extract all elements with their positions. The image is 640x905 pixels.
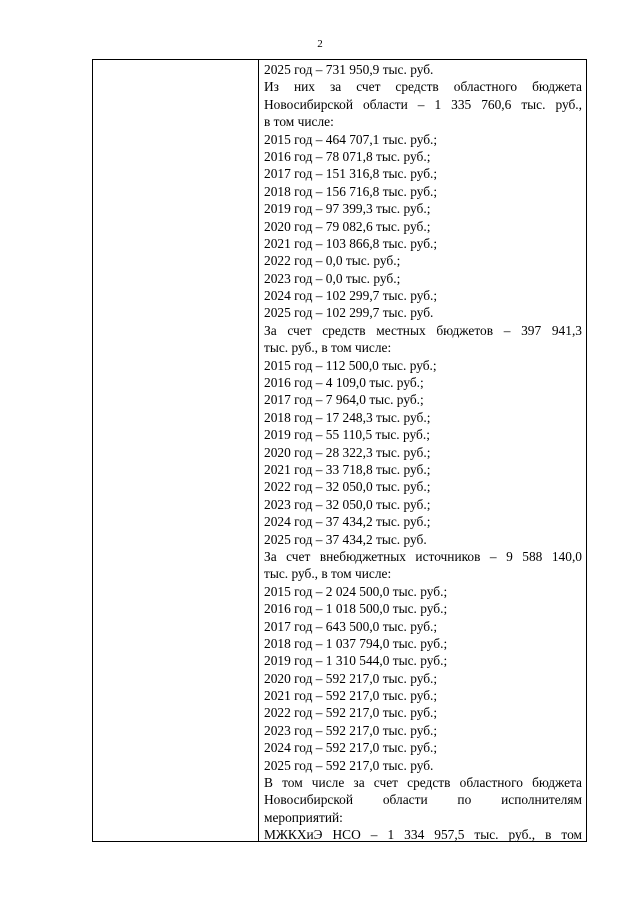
text-line: 2021 год – 33 718,8 тыс. руб.; [264, 461, 431, 477]
text-line: мероприятий: [264, 809, 343, 825]
text-line: 2025 год – 731 950,9 тыс. руб. [264, 62, 434, 77]
text-line: За счет средств местных бюджетов – 397 941,3 [264, 322, 582, 338]
text-line: За счет внебюджетных источников – 9 588 140,0 [264, 548, 582, 564]
column-divider [258, 60, 259, 841]
text-line: тыс. руб., в том числе: [264, 340, 392, 356]
text-line: 2024 год – 592 217,0 тыс. руб.; [264, 740, 438, 756]
text-line: 2017 год – 643 500,0 тыс. руб.; [264, 618, 438, 634]
text-line: 2015 год – 112 500,0 тыс. руб.; [264, 357, 437, 373]
text-line: 2020 год – 28 322,3 тыс. руб.; [264, 444, 431, 460]
text-line: 2015 год – 464 707,1 тыс. руб.; [264, 131, 438, 147]
text-line: 2020 год – 592 217,0 тыс. руб.; [264, 670, 438, 686]
text-line: 2022 год – 0,0 тыс. руб.; [264, 253, 401, 269]
text-line: 2022 год – 32 050,0 тыс. руб.; [264, 479, 431, 495]
financing-details-cell [264, 61, 582, 844]
text-line: 2020 год – 79 082,6 тыс. руб.; [264, 218, 431, 234]
text-line: 2022 год – 592 217,0 тыс. руб.; [264, 705, 438, 721]
text-line: 2023 год – 32 050,0 тыс. руб.; [264, 496, 431, 512]
text-line: 2018 год – 17 248,3 тыс. руб.; [264, 409, 431, 425]
text-line: 2016 год – 1 018 500,0 тыс. руб.; [264, 601, 448, 617]
text-line: В том числе за счет средств областного бюджета [264, 775, 582, 791]
financing-table [92, 59, 587, 842]
text-line: 2016 год – 78 071,8 тыс. руб.; [264, 148, 431, 164]
text-line: 2019 год – 1 310 544,0 тыс. руб.; [264, 653, 448, 669]
text-line: 2019 год – 97 399,3 тыс. руб.; [264, 201, 431, 217]
text-line: Новосибирской области по исполнителям [264, 792, 582, 808]
text-line: 2021 год – 592 217,0 тыс. руб.; [264, 688, 438, 704]
page-number: 2 [317, 38, 323, 50]
text-line: 2019 год – 55 110,5 тыс. руб.; [264, 427, 430, 443]
text-line: 2018 год – 156 716,8 тыс. руб.; [264, 183, 438, 199]
text-line: 2023 год – 592 217,0 тыс. руб.; [264, 722, 438, 738]
text-line: в том числе: [264, 114, 334, 130]
text-line: 2015 год – 2 024 500,0 тыс. руб.; [264, 583, 448, 599]
text-line: МЖКХиЭ НСО – 1 334 957,5 тыс. руб., в том [264, 827, 582, 843]
text-line: 2025 год – 37 434,2 тыс. руб. [264, 531, 427, 547]
text-line: 2025 год – 102 299,7 тыс. руб. [264, 305, 434, 321]
text-line: Новосибирской области – 1 335 760,6 тыс. руб., [264, 96, 582, 112]
text-line: 2016 год – 4 109,0 тыс. руб.; [264, 375, 424, 391]
text-line: тыс. руб., в том числе: [264, 566, 392, 582]
text-line: 2017 год – 7 964,0 тыс. руб.; [264, 392, 424, 408]
text-line: Из них за счет средств областного бюджета [264, 79, 582, 95]
text-line: 2018 год – 1 037 794,0 тыс. руб.; [264, 635, 448, 651]
text-line: 2025 год – 592 217,0 тыс. руб. [264, 757, 434, 773]
text-line: 2021 год – 103 866,8 тыс. руб.; [264, 235, 438, 251]
text-line: 2024 год – 37 434,2 тыс. руб.; [264, 514, 431, 530]
text-line: 2023 год – 0,0 тыс. руб.; [264, 270, 401, 286]
text-line: 2017 год – 151 316,8 тыс. руб.; [264, 166, 438, 182]
text-line: 2024 год – 102 299,7 тыс. руб.; [264, 288, 438, 304]
